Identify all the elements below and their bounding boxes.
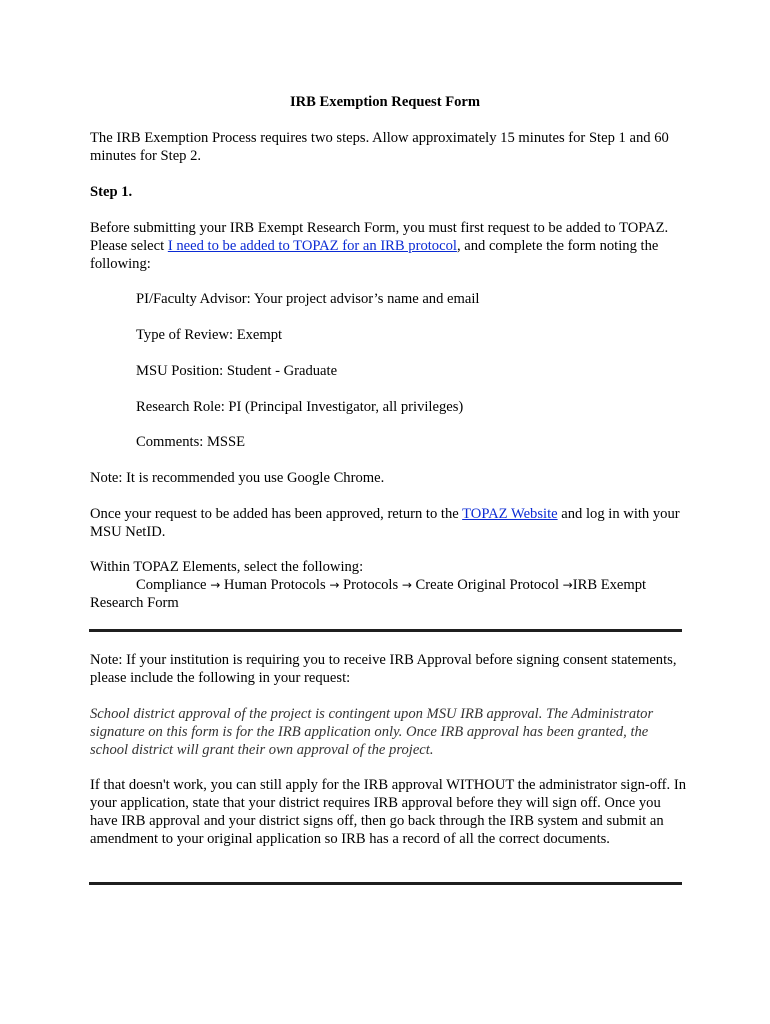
path-step-exempt-form: IRB Exempt Research Form: [90, 577, 647, 611]
step1-heading: Step 1.: [90, 184, 133, 200]
field-msu-position: MSU Position: Student - Graduate: [136, 363, 338, 379]
field-pi-advisor: PI/Faculty Advisor: Your project advisor’s name and email: [136, 291, 480, 307]
topaz-website-link[interactable]: TOPAZ Website: [462, 506, 558, 522]
field-comments: Comments: MSSE: [136, 434, 246, 450]
section-divider-bottom: [89, 882, 682, 885]
path-step-protocols: Protocols: [343, 577, 399, 593]
institution-note: Note: If your institution is requiring you to receive IRB Approval before signing consent statements, please include the following in your request:: [90, 652, 677, 686]
arrow-right-icon: →: [562, 578, 573, 592]
arrow-right-icon: →: [401, 578, 412, 592]
within-topaz-paragraph: [90, 558, 690, 612]
arrow-right-icon: →: [210, 578, 221, 592]
field-review-type: Type of Review: Exempt: [136, 327, 283, 343]
topaz-request-text-after: , and complete the form noting the following:: [90, 238, 659, 272]
return-text-before: Once your request to be added has been approved, return to the: [90, 506, 463, 522]
section-divider-top: [89, 629, 682, 632]
path-step-create-protocol: Create Original Protocol: [415, 577, 560, 593]
district-approval-quote: School district approval of the project is contingent upon MSU IRB approval. The Administrator signature on this form is for the IRB application only. Once IRB approval has been granted, the school district will grant their own approval of the project.: [90, 706, 654, 758]
within-topaz-intro: Within TOPAZ Elements, select the following:: [90, 559, 364, 575]
topaz-add-link[interactable]: I need to be added to TOPAZ for an IRB protocol: [167, 238, 457, 254]
topaz-request-paragraph: [90, 219, 690, 273]
page-title: IRB Exemption Request Form: [289, 94, 481, 110]
topaz-request-text-before: Before submitting your IRB Exempt Research Form, you must first request to be added to TOPAZ. Please select: [90, 220, 669, 254]
chrome-note: Note: It is recommended you use Google Chrome.: [90, 470, 385, 486]
intro-paragraph: The IRB Exemption Process requires two steps. Allow approximately 15 minutes for Step 1 and 60 minutes for Step 2.: [90, 130, 669, 164]
return-paragraph: [90, 505, 690, 541]
return-text-after: and log in with your MSU NetID.: [90, 506, 680, 540]
path-step-compliance: Compliance: [136, 577, 207, 593]
arrow-right-icon: →: [329, 578, 340, 592]
field-research-role: Research Role: PI (Principal Investigator, all privileges): [136, 399, 464, 415]
fallback-paragraph: If that doesn't work, you can still apply for the IRB approval WITHOUT the administrator sign-off. In your application, state that your district requires IRB approval before they will sign off. Once you have IRB approval and your district signs off, then go back through the IRB system and submit an amendment to your original application so IRB has a record of all the correct documents.: [90, 777, 686, 847]
path-step-human-protocols: Human Protocols: [223, 577, 326, 593]
navigation-path: [90, 576, 573, 594]
